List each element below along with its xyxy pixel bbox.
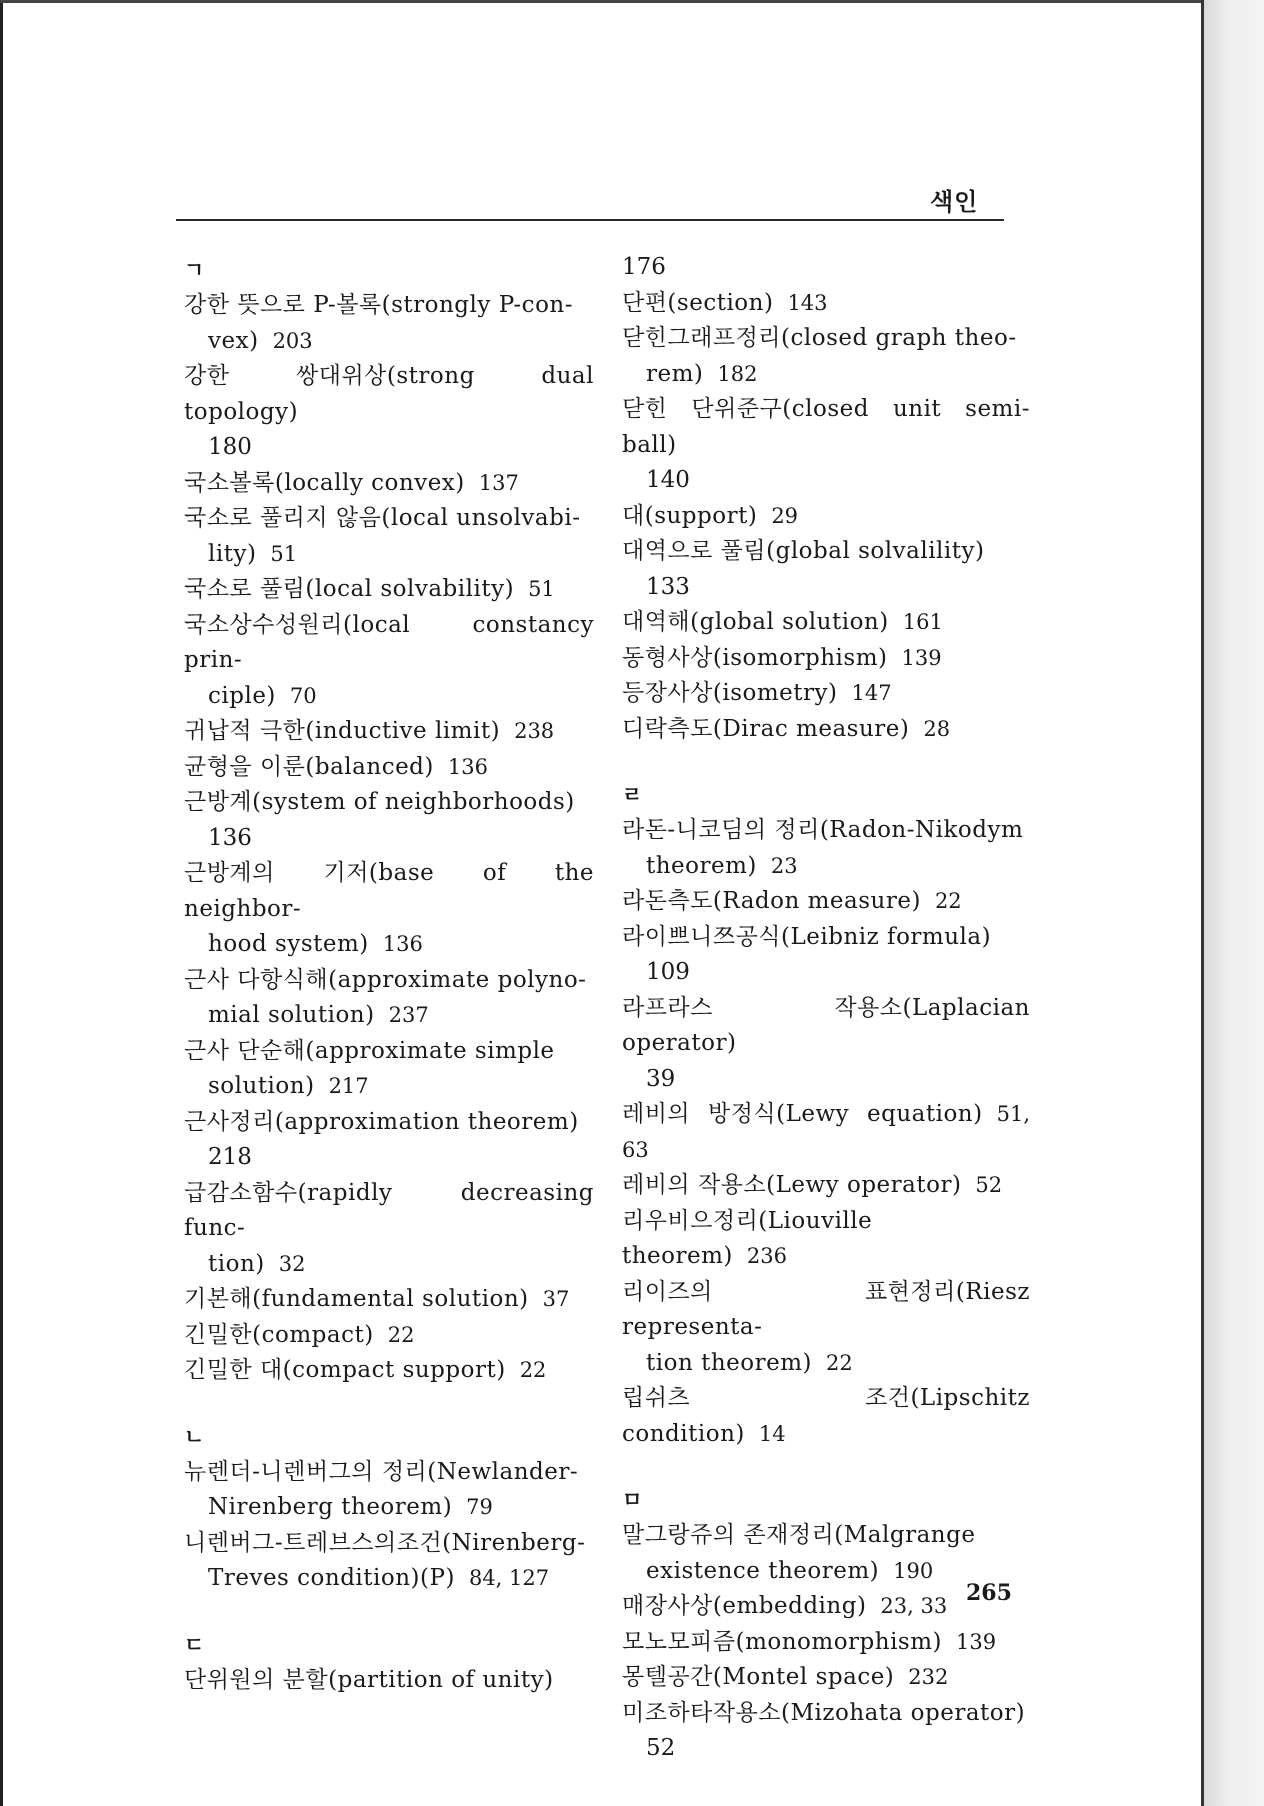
index-term: theorem) [646, 852, 757, 879]
index-entry-line [184, 1247, 594, 1283]
index-entry [184, 608, 594, 715]
index-entry [622, 1168, 1030, 1204]
index-entry-line [622, 813, 1030, 849]
index-term: 뉴렌더-니렌버그의 정리(Newlander- [184, 1458, 579, 1485]
index-term: 근사 다항식해(approximate polyno- [184, 966, 587, 993]
index-entry [184, 856, 594, 963]
index-entry-line [184, 1455, 594, 1491]
index-entry [622, 1204, 1030, 1275]
index-page-ref: 52 [646, 1735, 676, 1761]
index-entry-line [184, 1176, 594, 1247]
index-term: 모노모피즘(monomorphism) [622, 1628, 943, 1655]
index-page-ref: 14 [758, 1421, 786, 1446]
index-entry-line [622, 1696, 1030, 1732]
index-term: 등장사상(isometry) [622, 680, 838, 706]
index-entry-line [184, 1318, 594, 1354]
index-page-ref: 161 [902, 610, 943, 634]
index-entry [622, 499, 1030, 535]
index-term: 동형사상(isomorphism) [622, 644, 888, 671]
index-page-ref: 32 [278, 1251, 306, 1276]
index-entry-line [622, 849, 1030, 885]
index-page-ref: 70 [289, 683, 317, 708]
index-term: 균형을 이룬(balanced) [184, 753, 434, 780]
index-entry [622, 1518, 1030, 1589]
index-entry [622, 605, 1030, 641]
index-entry-line [622, 676, 1030, 712]
index-entry-line [184, 501, 594, 537]
index-section-letter: ㄷ [184, 1632, 205, 1657]
index-entry-line [184, 288, 594, 324]
index-term: 라프라스 작용소(Laplacian operator) [622, 994, 1030, 1056]
index-entry-line [184, 1034, 594, 1070]
index-page-ref: 137 [478, 470, 519, 495]
index-term: 립쉬츠 조건(Lipschitz condition) [622, 1385, 1030, 1447]
index-entry-line [622, 357, 1030, 393]
index-term: 대역으로 풀림(global solvalility) [622, 538, 985, 564]
index-entry-line [622, 1097, 1030, 1168]
index-entry [184, 1282, 594, 1318]
index-term: tion theorem) [646, 1349, 812, 1376]
index-term: 라돈측도(Radon measure) [622, 888, 921, 914]
index-page-ref: 133 [646, 573, 690, 600]
index-entry-line [622, 1518, 1030, 1554]
index-term: 강한 쌍대위상(strong dual topology) [184, 363, 594, 425]
index-term: 근방계(system of neighborhoods) [184, 789, 575, 815]
index-entry [622, 676, 1030, 712]
index-entry [622, 1660, 1030, 1696]
index-page-ref: 176 [622, 254, 666, 280]
index-term: 말그랑쥬의 존재정리(Malgrange [622, 1522, 976, 1548]
index-term: 대역해(global solution) [622, 609, 889, 635]
index-page-ref: 140 [646, 467, 690, 493]
index-entry [184, 714, 594, 750]
index-term: 근방계의 기저(base of the neighbor- [184, 860, 594, 922]
index-term: 단위원의 분할(partition of unity) [184, 1666, 554, 1693]
index-entry [184, 572, 594, 608]
index-entry [622, 286, 1030, 322]
index-entry [622, 321, 1030, 392]
index-page-ref: 236 [746, 1244, 787, 1268]
index-entry-line [622, 991, 1030, 1062]
index-term: 몽텔공간(Montel space) [622, 1664, 895, 1690]
index-page-ref: 139 [901, 645, 942, 670]
index-entry-line [184, 963, 594, 999]
index-entry-line [184, 324, 594, 360]
index-entry-line [622, 1381, 1030, 1452]
index-page-ref: 23 [770, 853, 798, 878]
index-entry-line [184, 1069, 594, 1105]
index-entry [184, 1526, 594, 1597]
index-entry-line [622, 499, 1030, 535]
index-term: tion) [208, 1250, 265, 1277]
index-entry-line [622, 605, 1030, 641]
index-entry-line [622, 884, 1030, 920]
index-column-right [622, 250, 1030, 1767]
index-page-ref: 190 [893, 1558, 934, 1583]
index-term: Treves condition)(P) [208, 1565, 455, 1591]
index-term: rem) [646, 360, 704, 387]
index-entry-line [622, 321, 1030, 357]
index-entry [184, 288, 594, 359]
index-entry [184, 1176, 594, 1283]
index-entry-line [184, 856, 594, 927]
index-entry-line [622, 392, 1030, 463]
index-entry-line [622, 1346, 1030, 1382]
section-gap [184, 1597, 594, 1627]
index-entry-line [622, 1275, 1030, 1346]
index-term: 기본해(fundamental solution) [184, 1286, 529, 1312]
index-entry-line [184, 679, 594, 715]
index-term: 라이쁘니쯔공식(Leibniz formula) [622, 923, 992, 950]
index-term: 니렌버그-트레브스의조건(Nirenberg- [184, 1529, 586, 1556]
index-entry-line [184, 537, 594, 573]
index-term: 국소로 풀리지 않음(local unsolvabi- [184, 505, 581, 531]
index-entry-line [184, 927, 594, 963]
index-term: solution) [208, 1073, 315, 1099]
index-page-ref: 238 [514, 719, 555, 743]
index-entry-line [184, 785, 594, 821]
index-entry-line [184, 1490, 594, 1526]
index-term: 라돈-니코딤의 정리(Radon-Nikodym [622, 817, 1024, 843]
index-term: 급감소함수(rapidly decreasing func- [184, 1179, 594, 1241]
section-gap [622, 1452, 1030, 1482]
index-page-ref: 23, 33 [880, 1594, 948, 1618]
index-term: 근사 단순해(approximate simple [184, 1037, 555, 1064]
index-entry [622, 1625, 1030, 1661]
index-section-letter: ㄴ [184, 1424, 205, 1449]
index-page-ref: 147 [851, 681, 892, 705]
index-entry [622, 920, 1030, 991]
index-entry [184, 1034, 594, 1105]
section-gap [622, 747, 1030, 777]
index-term: 리우비으정리(Liouville theorem) [622, 1207, 873, 1269]
index-entry [184, 1105, 594, 1176]
index-page-ref: 237 [388, 1003, 429, 1027]
index-term: 근사정리(approximation theorem) [184, 1108, 579, 1135]
index-entry-line [184, 572, 594, 608]
index-entry-line [622, 1660, 1030, 1696]
index-entry-line [622, 1168, 1030, 1204]
index-page-ref: 51 [528, 577, 555, 601]
index-term: Nirenberg theorem) [208, 1494, 453, 1520]
index-entry [184, 750, 594, 786]
index-entry [622, 991, 1030, 1098]
index-page-ref: 29 [771, 503, 799, 528]
index-entry-line [622, 1625, 1030, 1661]
index-term: 긴밀한 대(compact support) [184, 1357, 506, 1383]
index-term: 국소볼록(locally convex) [184, 469, 465, 496]
index-entry [622, 534, 1030, 605]
index-term: 매장사상(embedding) [622, 1593, 867, 1619]
index-page-ref: 232 [908, 1665, 949, 1689]
page-number: 265 [966, 1580, 1012, 1606]
index-page-ref: 180 [208, 434, 252, 460]
index-page-ref: 37 [542, 1287, 570, 1311]
index-entry [184, 963, 594, 1034]
index-page-ref: 39 [646, 1065, 676, 1092]
index-entry-line [184, 998, 594, 1034]
index-entry-line [184, 359, 594, 430]
index-entry [622, 712, 1030, 748]
index-entry-line [622, 920, 1030, 956]
index-page-ref: 136 [208, 824, 252, 851]
index-entry [622, 1275, 1030, 1382]
index-entry [622, 1381, 1030, 1452]
index-entry [622, 392, 1030, 499]
index-page-ref: 182 [717, 361, 758, 386]
index-page-ref: 217 [328, 1074, 369, 1098]
index-term: 국소로 풀림(local solvability) [184, 576, 515, 602]
index-page-ref: 79 [466, 1495, 493, 1519]
index-entry-line [622, 534, 1030, 570]
header-rule [176, 219, 1004, 221]
index-entry-line [184, 1353, 594, 1389]
index-term: 긴밀한(compact) [184, 1321, 374, 1348]
index-term: 닫힌 단위준구(closed unit semi-ball) [622, 396, 1030, 458]
index-entry-line [184, 1561, 594, 1597]
index-page-ref: 84, 127 [468, 1566, 550, 1590]
index-page-ref: 22 [387, 1322, 415, 1347]
index-term: 귀납적 극한(inductive limit) [184, 718, 501, 744]
index-page-ref: 218 [208, 1144, 252, 1170]
index-page-ref: 28 [923, 716, 951, 741]
index-entry-line [184, 1526, 594, 1562]
index-term: 단편(section) [622, 289, 774, 316]
section-gap [184, 1389, 594, 1419]
index-term: 미조하타작용소(Mizohata operator) [622, 1699, 1026, 1726]
index-term: 레비의 작용소(Lewy operator) [622, 1172, 962, 1198]
index-term: ciple) [208, 682, 276, 709]
index-entry [184, 501, 594, 572]
index-section-letter: ㅁ [622, 1488, 643, 1512]
index-entry [622, 1097, 1030, 1168]
index-page-ref: 109 [646, 959, 690, 985]
index-term: 디락측도(Dirac measure) [622, 715, 910, 742]
index-section-letter: ㄹ [622, 783, 643, 807]
index-entry-line [184, 1663, 594, 1699]
index-term: hood system) [208, 931, 369, 957]
index-page-ref: 203 [272, 328, 313, 353]
index-term: existence theorem) [646, 1557, 880, 1584]
index-page-ref: 143 [787, 290, 828, 315]
index-term: 닫힌그래프정리(closed graph theo- [622, 325, 1017, 351]
index-term: mial solution) [208, 1002, 375, 1028]
index-entry [622, 813, 1030, 884]
index-page-ref: 139 [956, 1629, 997, 1654]
index-term: 리이즈의 표현정리(Riesz representa- [622, 1278, 1030, 1340]
running-header: 색인 [930, 187, 979, 216]
page-edge-shadow [1204, 0, 1264, 1806]
index-page-ref: 22 [519, 1358, 547, 1382]
index-page-ref: 51 [270, 541, 298, 566]
index-entry-line [622, 712, 1030, 748]
index-term: 대(support) [622, 502, 758, 529]
index-page-ref: 51, 63 [622, 1102, 1030, 1162]
index-entry [184, 1353, 594, 1389]
index-page-ref: 52 [975, 1173, 1003, 1197]
index-entry-line [622, 641, 1030, 677]
index-term: 레비의 방정식(Lewy equation) [622, 1101, 983, 1127]
index-entry-line [622, 1204, 1030, 1275]
index-page-ref: 136 [382, 932, 423, 956]
index-entry-line [622, 286, 1030, 322]
index-entry-line [184, 466, 594, 502]
index-column-left [184, 252, 594, 1698]
index-entry [184, 466, 594, 502]
index-section-letter: ㄱ [184, 258, 205, 282]
index-entry [184, 1455, 594, 1526]
index-term: 국소상수성원리(local constancy prin- [184, 611, 594, 673]
index-entry-line [184, 1282, 594, 1318]
index-term: lity) [208, 540, 257, 567]
index-term: 강한 뜻으로 P-볼록(strongly P-con- [184, 292, 573, 318]
index-page-ref: 22 [825, 1350, 853, 1375]
index-entry [622, 884, 1030, 920]
index-entry [184, 1663, 594, 1699]
index-entry-line [184, 750, 594, 786]
index-entry-line [184, 1105, 594, 1141]
index-entry-line [184, 714, 594, 750]
index-page-ref: 22 [934, 889, 962, 913]
index-entry [184, 785, 594, 856]
index-entry [622, 1696, 1030, 1767]
index-entry [184, 359, 594, 466]
index-entry [184, 1318, 594, 1354]
index-page-ref: 136 [447, 754, 488, 779]
index-entry [622, 641, 1030, 677]
index-entry-line [184, 608, 594, 679]
index-term: vex) [208, 327, 259, 354]
